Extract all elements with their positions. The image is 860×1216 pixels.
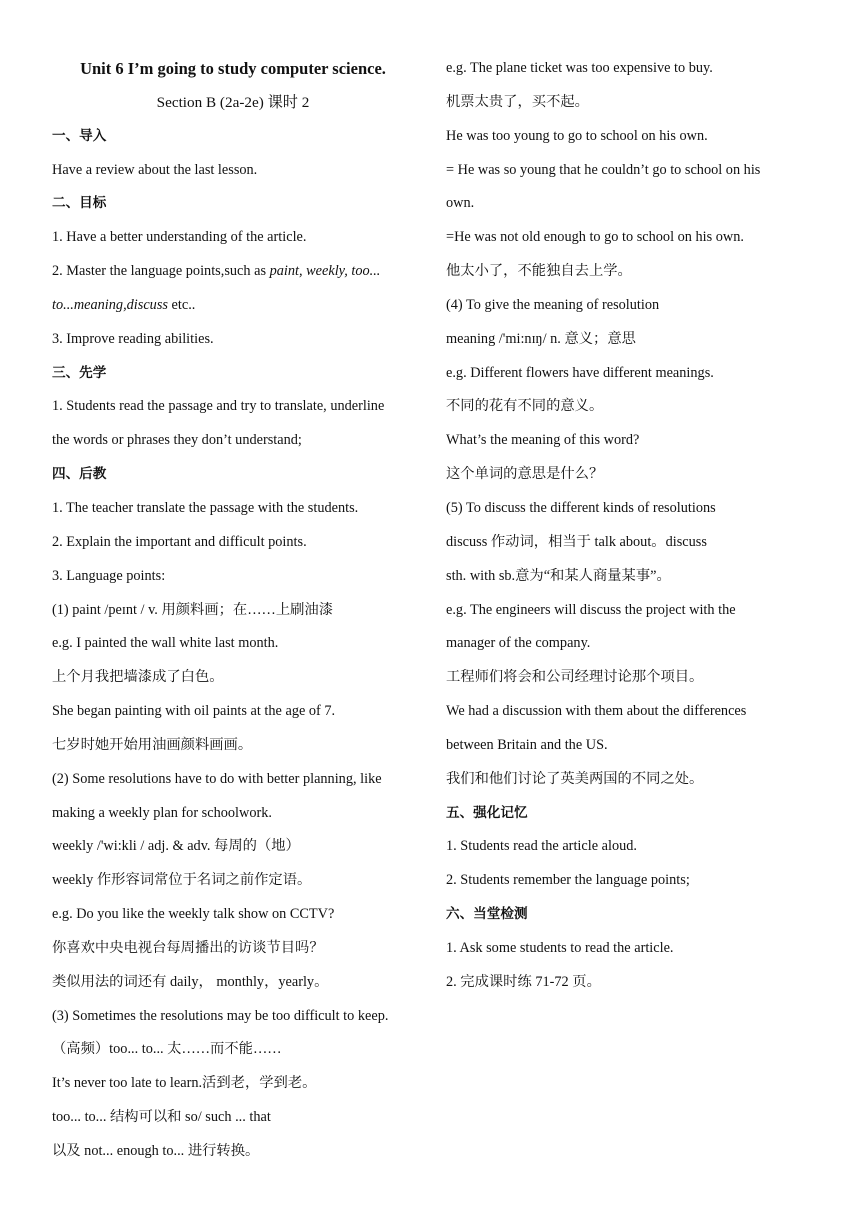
section-heading: 六、当堂检测	[446, 906, 528, 923]
text-line: weekly 作形容词常位于名词之前作定语。	[52, 872, 312, 889]
text-line	[52, 289, 427, 323]
italic-terms: paint, weekly, too...	[269, 263, 381, 280]
text-line: 我们和他们讨论了英美两国的不同之处。	[446, 770, 704, 787]
text-run: etc..	[167, 296, 196, 313]
text-line: 这个单词的意思是什么？	[446, 466, 604, 483]
text-line: e.g. Different flowers have different meanings.	[446, 364, 714, 381]
right-column	[446, 52, 806, 1000]
text-line: 1. Have a better understanding of the article.	[52, 229, 307, 246]
text-line: own.	[446, 195, 475, 212]
text-line: meaning /'mi:nɪŋ/ n. 意义；意思	[446, 330, 636, 347]
text-line: 3. Language points:	[52, 567, 166, 584]
text-line: the words or phrases they don’t understand;	[52, 432, 302, 449]
text-line: (5) To discuss the different kinds of resolutions	[446, 499, 716, 516]
section-heading: 二、目标	[52, 195, 107, 212]
text-line: 上个月我把墙漆成了白色。	[52, 669, 224, 686]
text-line: between Britain and the US.	[446, 736, 608, 753]
text-line: too... to... 结构可以和 so/ such ... that	[52, 1109, 271, 1126]
text-line: She began painting with oil paints at the age of 7.	[52, 703, 336, 720]
text-line: Have a review about the last lesson.	[52, 161, 258, 178]
text-line	[52, 255, 427, 289]
page-subtitle: Section B (2a-2e) 课时 2	[156, 93, 310, 111]
section-heading: 三、先学	[52, 364, 107, 381]
text-line: （高频）too... to... 太……而不能……	[52, 1041, 282, 1058]
page-title: Unit 6 I’m going to study computer science.	[80, 59, 386, 78]
text-line: e.g. The engineers will discuss the project with the	[446, 601, 736, 618]
text-run: 2. Master the language points,such as	[52, 263, 270, 280]
text-line: 1. The teacher translate the passage with the students.	[52, 499, 359, 516]
text-line: 不同的花有不同的意义。	[446, 398, 604, 415]
text-line: 1. Students read the passage and try to translate, underline	[52, 398, 385, 415]
text-line: 机票太贵了，买不起。	[446, 93, 589, 110]
text-line: 工程师们将会和公司经理讨论那个项目。	[446, 669, 704, 686]
section-heading: 五、强化记忆	[446, 804, 528, 821]
text-line: 2. Explain the important and difficult points.	[52, 533, 307, 550]
text-line: 1. Ask some students to read the article.	[446, 939, 674, 956]
text-line: sth. with sb.意为“和某人商量某事”。	[446, 567, 671, 584]
text-line: (3) Sometimes the resolutions may be too difficult to keep.	[52, 1007, 389, 1024]
text-line: =He was not old enough to go to school on his own.	[446, 229, 744, 246]
text-line: He was too young to go to school on his own.	[446, 127, 708, 144]
text-line: 他太小了，不能独自去上学。	[446, 263, 632, 280]
text-line: discuss 作动词，相当于 talk about。discuss	[446, 533, 707, 550]
text-line: It’s never too late to learn.活到老，学到老。	[52, 1075, 317, 1092]
text-line: What’s the meaning of this word?	[446, 432, 640, 449]
text-line: 2. 完成课时练 71-72 页。	[446, 973, 601, 990]
text-line: (1) paint /peɪnt / v. 用颜料画；在……上刷油漆	[52, 601, 334, 618]
text-line: making a weekly plan for schoolwork.	[52, 804, 272, 821]
section-heading: 四、后教	[52, 466, 107, 483]
text-line: 2. Students remember the language points;	[446, 872, 690, 889]
text-line: e.g. The plane ticket was too expensive to buy.	[446, 60, 713, 76]
text-line: 你喜欢中央电视台每周播出的访谈节目吗？	[52, 939, 324, 956]
text-line: (4) To give the meaning of resolution	[446, 296, 660, 313]
text-line: manager of the company.	[446, 635, 591, 652]
text-line: = He was so young that he couldn’t go to school on his	[446, 161, 761, 178]
text-line: 以及 not... enough to... 进行转换。	[52, 1143, 260, 1159]
text-line: e.g. I painted the wall white last month.	[52, 635, 279, 652]
text-line: 类似用法的词还有 daily， monthly，yearly。	[52, 973, 329, 990]
text-line: 3. Improve reading abilities.	[52, 330, 214, 347]
text-line: 1. Students read the article aloud.	[446, 838, 637, 855]
text-line: We had a discussion with them about the differences	[446, 703, 747, 720]
italic-terms: to...meaning,discuss	[52, 296, 168, 313]
text-line: (2) Some resolutions have to do with better planning, like	[52, 770, 382, 787]
text-line: weekly /'wi:kli / adj. & adv. 每周的（地）	[52, 838, 300, 855]
text-line: e.g. Do you like the weekly talk show on CCTV?	[52, 906, 335, 923]
section-heading: 一、导入	[52, 127, 107, 144]
text-line: 七岁时她开始用油画颜料画画。	[52, 736, 253, 753]
left-column	[52, 52, 427, 1169]
